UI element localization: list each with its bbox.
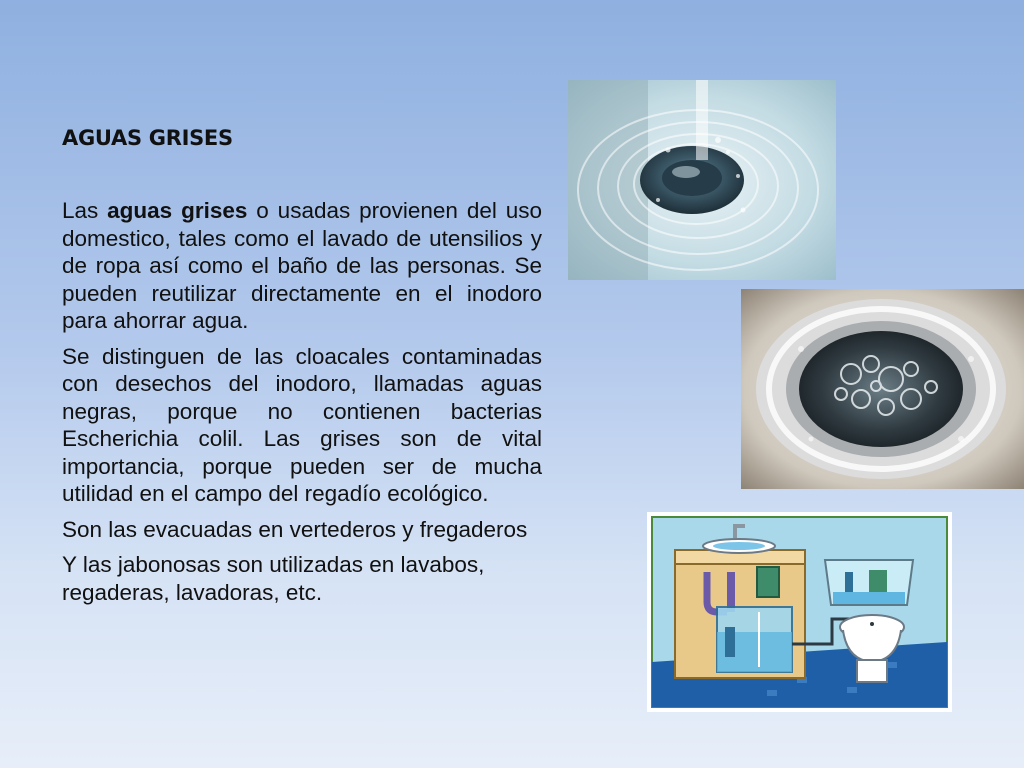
slide-title: AGUAS GRISES: [62, 126, 233, 150]
paragraph-2: Se distinguen de las cloacales contaminadas con desechos del inodoro, llamadas aguas negras, porque no contienen bacterias Escherichia colil. Las grises son de vital importancia, porque pueden ser de mucha utilidad en el campo del regadío ecológico.: [62, 343, 542, 506]
slide-body: [62, 197, 542, 614]
paragraph-4: Y las jabonosas son utilizadas en lavabos, regaderas, lavadoras, etc.: [62, 552, 485, 605]
paragraph-1-rest: o usadas provienen del uso domestico, tales como el lavado de utensilios y de ropa así como el baño de las personas. Se pueden reutilizar directamente en el inodoro para ahorrar agua.: [62, 198, 543, 333]
paragraph-1-bold: aguas grises: [107, 198, 248, 223]
paragraph-3: Son las evacuadas en vertederos y fregaderos: [62, 516, 528, 542]
paragraph-1-prefix: Las: [62, 198, 108, 223]
metal-drain-water-photo: [741, 289, 1024, 489]
sink-drain-swirl-photo: [568, 80, 836, 280]
greywater-toilet-sink-system-illustration: [647, 512, 952, 712]
paragraph-1: [62, 197, 542, 335]
